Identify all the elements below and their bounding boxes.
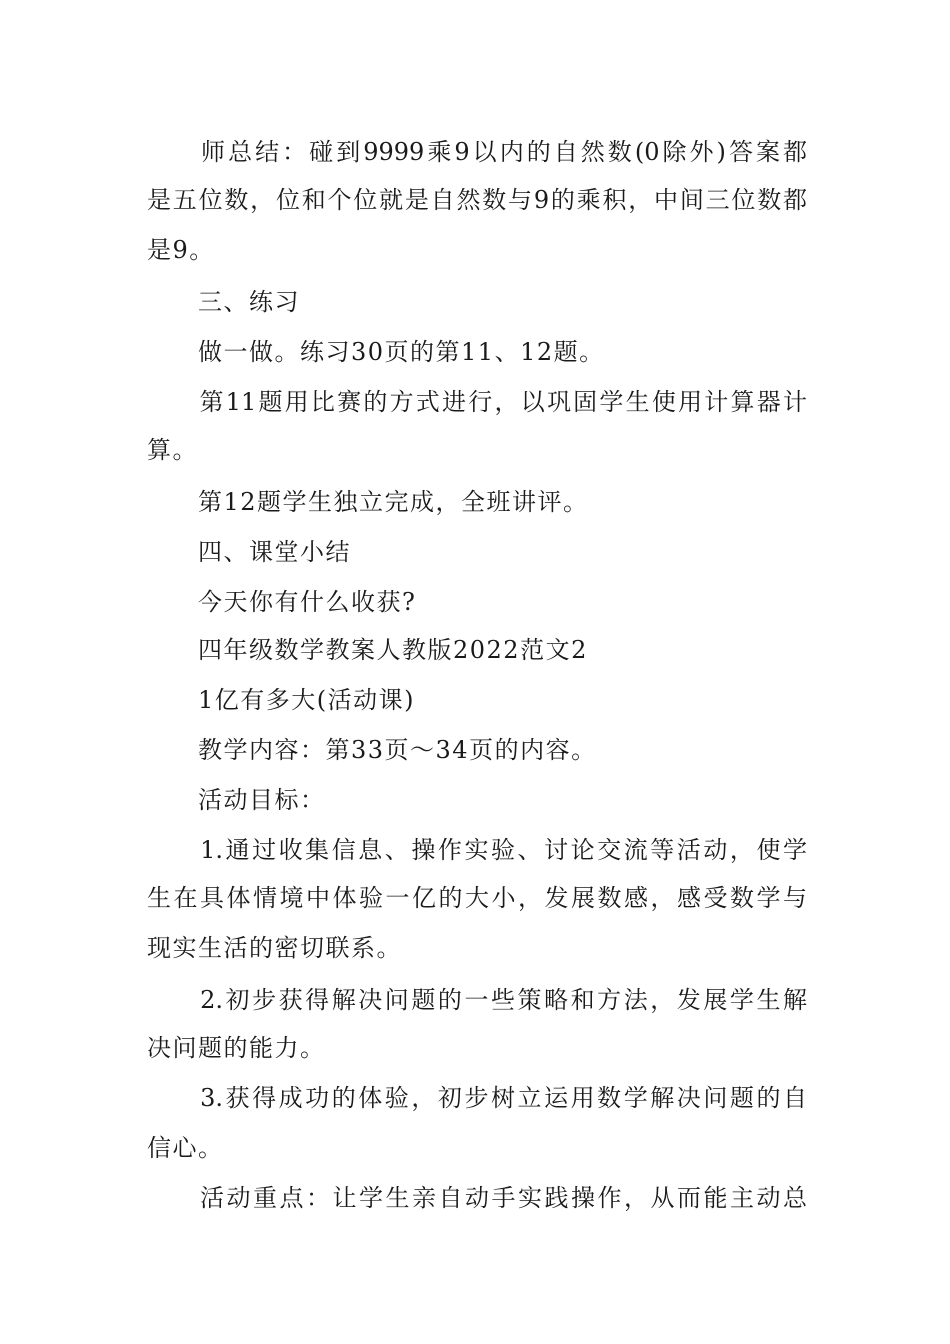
paragraph-line: 算。	[147, 436, 198, 464]
paragraph-line: 3.获得成功的体验，初步树立运用数学解决问题的自	[147, 1084, 807, 1112]
document-title: 四年级数学教案人教版2022范文2	[147, 636, 588, 664]
section-heading: 四、课堂小结	[147, 538, 351, 566]
paragraph-line: 第11题用比赛的方式进行，以巩固学生使用计算器计	[147, 388, 807, 416]
paragraph-line: 师总结：碰到9999乘9以内的自然数(0除外)答案都	[147, 138, 807, 166]
section-heading: 三、练习	[147, 288, 300, 316]
paragraph-line: 是五位数，位和个位就是自然数与9的乘积，中间三位数都	[147, 186, 807, 214]
paragraph-line: 信心。	[147, 1134, 224, 1162]
paragraph-line: 1.通过收集信息、操作实验、讨论交流等活动，使学	[147, 836, 807, 864]
section-heading: 活动目标：	[147, 786, 326, 814]
paragraph-line: 教学内容：第33页～34页的内容。	[147, 736, 597, 764]
paragraph-line: 第12题学生独立完成，全班讲评。	[147, 488, 589, 516]
paragraph-line: 决问题的能力。	[147, 1034, 326, 1062]
paragraph-line: 现实生活的密切联系。	[147, 934, 402, 962]
paragraph-line: 1亿有多大(活动课)	[147, 686, 415, 714]
paragraph-line: 生在具体情境中体验一亿的大小，发展数感，感受数学与	[147, 884, 807, 912]
paragraph-line: 是9。	[147, 236, 215, 264]
paragraph-line: 今天你有什么收获?	[147, 588, 417, 616]
paragraph-line: 2.初步获得解决问题的一些策略和方法，发展学生解	[147, 986, 807, 1014]
paragraph-line: 活动重点：让学生亲自动手实践操作，从而能主动总	[147, 1184, 807, 1212]
paragraph-line: 做一做。练习30页的第11、12题。	[147, 338, 605, 366]
